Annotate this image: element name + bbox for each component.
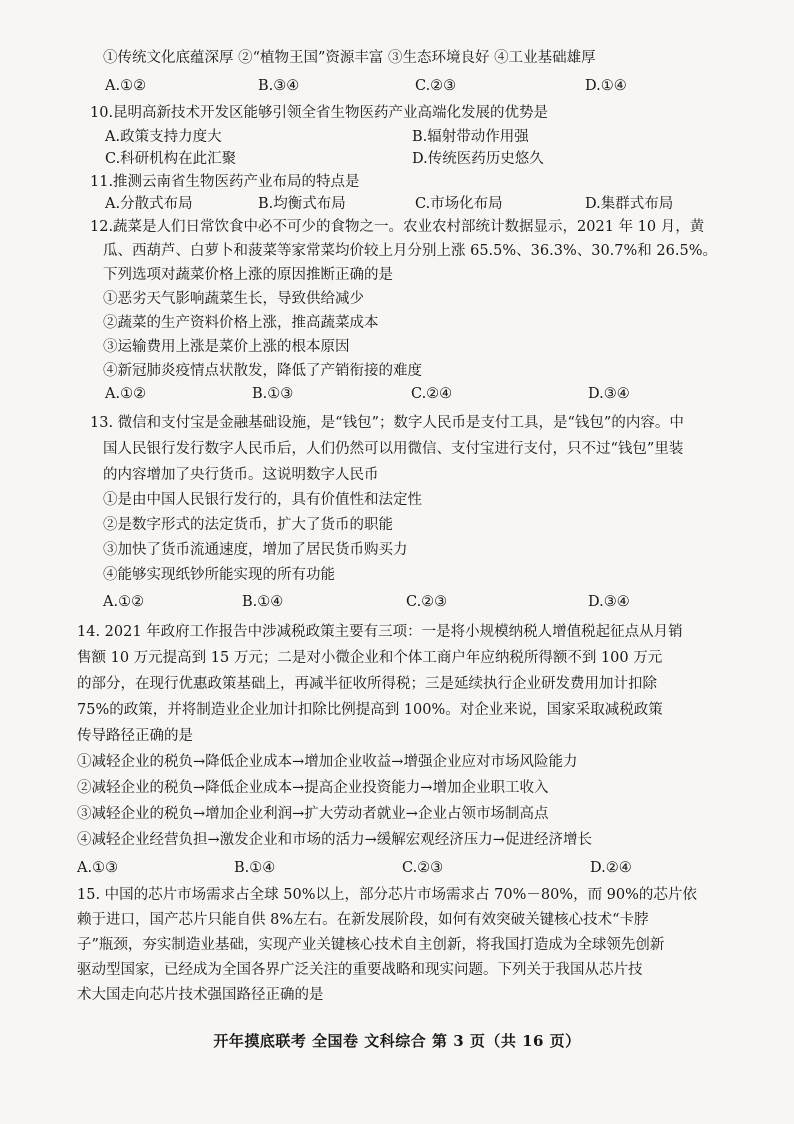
q11-option-d: D.集群式布局 — [585, 196, 674, 212]
q11-options — [0, 194, 794, 214]
q14-item-2: ②减轻企业的税负→降低企业成本→提高企业投资能力→增加企业职工收入 — [77, 780, 549, 796]
q14-stem-line-3: 的部分，在现行优惠政策基础上，再减半征收所得税；三是延续执行企业研发费用加计扣除 — [77, 676, 657, 692]
q13-option-a: A.①② — [103, 594, 145, 610]
q13-option-b: B.①④ — [242, 594, 284, 610]
q9-option-b: B.③④ — [258, 78, 300, 94]
q12-option-a: A.①② — [105, 386, 147, 402]
q15-stem-line-2: 赖于进口，国产芯片只能自供 8%左右。在新发展阶段，如何有效突破关键核心技术“卡脖 — [77, 912, 649, 928]
q14-option-c: C.②③ — [402, 860, 444, 876]
q13-stem-line-2: 国人民银行发行数字人民币后，人们仍然可以用微信、支付宝进行支付，只不过“钱包”里装 — [103, 441, 684, 457]
q11-option-b: B.均衡式布局 — [258, 196, 346, 212]
q12-item-1: ①恶劣天气影响蔬菜生长，导致供给减少 — [103, 291, 364, 307]
q14-item-1: ①减轻企业的税负→降低企业成本→增加企业收益→增强企业应对市场风险能力 — [77, 754, 578, 770]
q13-option-d: D.③④ — [588, 594, 630, 610]
q14-option-d: D.②④ — [590, 860, 632, 876]
q12-item-3: ③运输费用上涨是菜价上涨的根本原因 — [103, 339, 350, 355]
q12-options — [0, 384, 794, 404]
q11-option-a: A.分散式布局 — [105, 196, 193, 212]
q10-options-row2 — [0, 149, 794, 169]
q13-item-3: ③加快了货币流通速度，增加了居民货币购买力 — [103, 542, 408, 558]
q10-option-b: B.辐射带动作用强 — [412, 129, 529, 145]
q14-stem-line-4: 75%的政策，并将制造业企业加计扣除比例提高到 100%。对企业来说，国家采取减税政策 — [77, 702, 663, 718]
q9-choices: ①传统文化底蕴深厚 ②“植物王国”资源丰富 ③生态环境良好 ④工业基础雄厚 — [103, 50, 596, 66]
q9-option-a: A.①② — [105, 78, 147, 94]
q13-option-c: C.②③ — [406, 594, 448, 610]
q15-stem-line-3: 子”瓶颈，夯实制造业基础，实现产业关键核心技术自主创新，将我国打造成为全球领先创新 — [77, 937, 665, 953]
q9-options — [0, 76, 794, 96]
q15-stem-line-1: 15. 中国的芯片市场需求占全球 50%以上，部分芯片市场需求占 70%－80%，而 90%的芯片依 — [77, 887, 697, 903]
q12-option-c: C.②④ — [411, 386, 453, 402]
q11-option-c: C.市场化布局 — [415, 196, 503, 212]
q15-stem-line-4: 驱动型国家，已经成为全国各界广泛关注的重要战略和现实问题。下列关于我国从芯片技 — [77, 962, 643, 978]
q14-option-b: B.①④ — [234, 860, 276, 876]
q12-stem-line-2: 瓜、西葫芦、白萝卜和菠菜等家常菜均价较上月分别上涨 65.5%、36.3%、30.7%和 26.5%。 — [103, 243, 717, 259]
page-footer: 开年摸底联考 全国卷 文科综合 第 3 页（共 16 页） — [213, 1032, 581, 1050]
q13-item-2: ②是数字形式的法定货币，扩大了货币的职能 — [103, 517, 393, 533]
q10-stem: 10.昆明高新技术开发区能够引领全省生物医药产业高端化发展的优势是 — [90, 105, 549, 121]
q12-item-4: ④新冠肺炎疫情点状散发，降低了产销衔接的难度 — [103, 363, 422, 379]
q14-item-3: ③减轻企业的税负→增加企业利润→扩大劳动者就业→企业占领市场制高点 — [77, 806, 549, 822]
q12-item-2: ②蔬菜的生产资料价格上涨，推高蔬菜成本 — [103, 315, 379, 331]
q14-stem-line-1: 14. 2021 年政府工作报告中涉减税政策主要有三项：一是将小规模纳税人增值税起征点从月销 — [77, 624, 683, 640]
q11-stem: 11.推测云南省生物医药产业布局的特点是 — [90, 174, 360, 190]
q9-option-d: D.①④ — [585, 78, 627, 94]
q13-stem-line-3: 的内容增加了央行货币。这说明数字人民币 — [103, 467, 379, 483]
q14-option-a: A.①③ — [77, 860, 119, 876]
q12-option-b: B.①③ — [252, 386, 294, 402]
q12-stem-line-3: 下列选项对蔬菜价格上涨的原因推断正确的是 — [103, 267, 393, 283]
q12-stem-line-1: 12.蔬菜是人们日常饮食中必不可少的食物之一。农业农村部统计数据显示，2021 年 10 月，黄 — [90, 219, 705, 235]
q10-option-c: C.科研机构在此汇聚 — [105, 151, 237, 167]
q10-option-a: A.政策支持力度大 — [105, 129, 222, 145]
q13-stem-line-1: 13. 微信和支付宝是金融基础设施，是“钱包”；数字人民币是支付工具，是“钱包”的内容。中 — [90, 415, 684, 431]
q14-options — [0, 858, 794, 878]
q9-option-c: C.②③ — [415, 78, 457, 94]
q10-option-d: D.传统医药历史悠久 — [412, 151, 544, 167]
q14-stem-line-5: 传导路径正确的是 — [77, 728, 193, 744]
q13-options — [0, 592, 794, 612]
q15-stem-line-5: 术大国走向芯片技术强国路径正确的是 — [77, 987, 324, 1003]
q12-option-d: D.③④ — [588, 386, 630, 402]
q13-item-1: ①是由中国人民银行发行的，具有价值性和法定性 — [103, 492, 422, 508]
q10-options-row1 — [0, 127, 794, 147]
q13-item-4: ④能够实现纸钞所能实现的所有功能 — [103, 567, 335, 583]
q14-item-4: ④减轻企业经营负担→激发企业和市场的活力→缓解宏观经济压力→促进经济增长 — [77, 832, 592, 848]
q14-stem-line-2: 售额 10 万元提高到 15 万元；二是对小微企业和个体工商户年应纳税所得额不到 100 万元 — [77, 650, 663, 666]
